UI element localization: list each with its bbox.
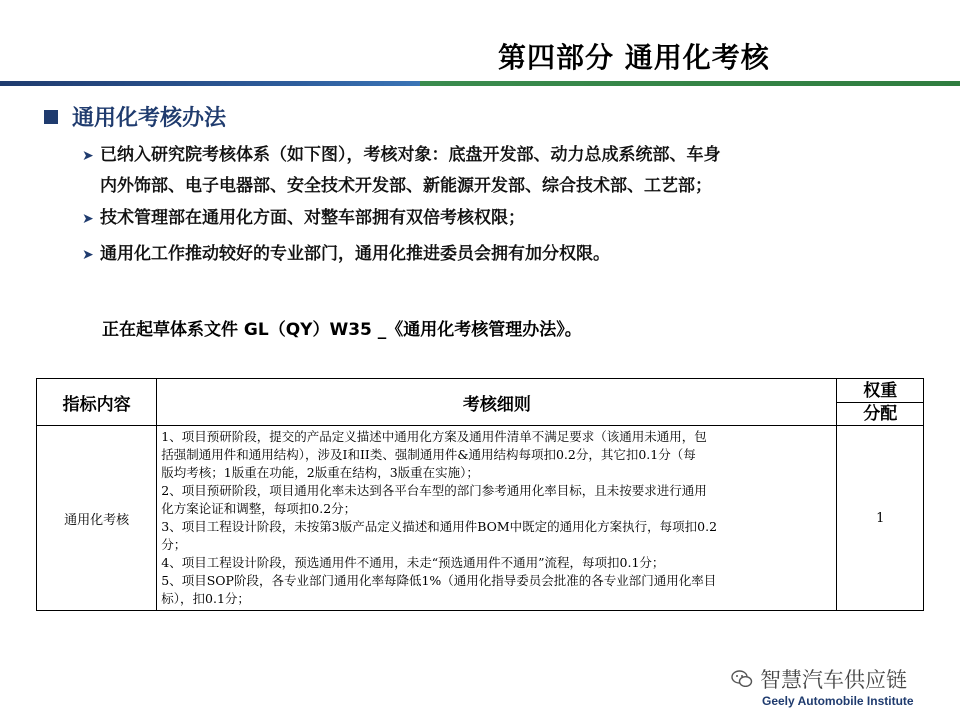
rule-line: 1、项目预研阶段，提交的产品定义描述中通用化方案及通用件清单不满足要求（该通用未通用，包 [161,429,707,444]
rule-line: 4、项目工程设计阶段，预选通用件不通用，未走“预选通用件不通用”流程，每项扣0.1分； [161,555,665,570]
watermark [730,664,907,694]
rule-line: 化方案论证和调整，每项扣0.2分； [161,501,357,516]
band-blue-segment [0,81,420,86]
bullet-item-2 [82,203,525,234]
band-green-segment [420,81,960,86]
bullet-item-3 [82,239,610,270]
rule-line: 3、项目工程设计阶段，未按第3版产品定义描述和通用件BOM中既定的通用化方案执行，每项扣0.2 [161,519,718,534]
watermark-text: 智慧汽车供应链 [760,668,907,692]
cell-metric: 通用化考核 [37,426,157,611]
table-row [37,426,924,611]
rule-line: 分； [161,537,187,552]
header-weight-top: 权重 [837,380,923,403]
bullet-text-continued: 内外饰部、电子电器部、安全技术开发部、新能源开发部、综合技术部、工艺部； [100,176,712,196]
draft-note: 正在起草体系文件 GL（QY）W35 _《通用化考核管理办法》。 [102,320,582,340]
cell-weight: 1 [837,426,924,611]
rule-line: 括强制通用件和通用结构），涉及I和II类、强制通用件&通用结构每项扣0.2分，其它扣0.1分（每 [161,447,696,462]
square-bullet-icon [44,110,58,124]
wechat-logo-icon [730,667,754,691]
header-rules: 考核细则 [157,379,837,426]
section-heading [44,101,226,132]
rule-line: 版均考核；1版重在功能，2版重在结构，3版重在实施）； [161,465,479,480]
bullet-text: 已纳入研究院考核体系（如下图），考核对象：底盘开发部、动力总成系统部、车身 [100,145,721,165]
bullet-text: 技术管理部在通用化方面、对整车部拥有双倍考核权限； [100,208,525,228]
header-metric: 指标内容 [37,379,157,426]
arrow-bullet-icon: ➤ [82,247,94,263]
rule-line: 标），扣0.1分； [161,591,250,606]
rule-line: 5、项目SOP阶段，各专业部门通用化率每降低1%（通用化指导委员会批准的各专业部门通用化率目 [161,573,717,588]
bullet-item-1 [82,140,721,201]
arrow-bullet-icon: ➤ [82,211,94,227]
table-header-row [37,379,924,426]
cell-rules [157,426,837,611]
header-weight [837,379,924,426]
section-heading-text: 通用化考核办法 [72,106,227,131]
footer-institute: Geely Automobile Institute [762,694,914,708]
rule-line: 2、项目预研阶段，项目通用化率未达到各平台车型的部门参考通用化率目标，且未按要求进行通用 [161,483,707,498]
assessment-table [36,378,924,611]
title-underline-band [0,81,960,86]
arrow-bullet-icon: ➤ [82,148,94,164]
header-weight-bottom: 分配 [863,403,898,424]
bullet-text: 通用化工作推动较好的专业部门，通用化推进委员会拥有加分权限。 [100,244,610,264]
slide-title: 第四部分 通用化考核 [498,41,770,74]
